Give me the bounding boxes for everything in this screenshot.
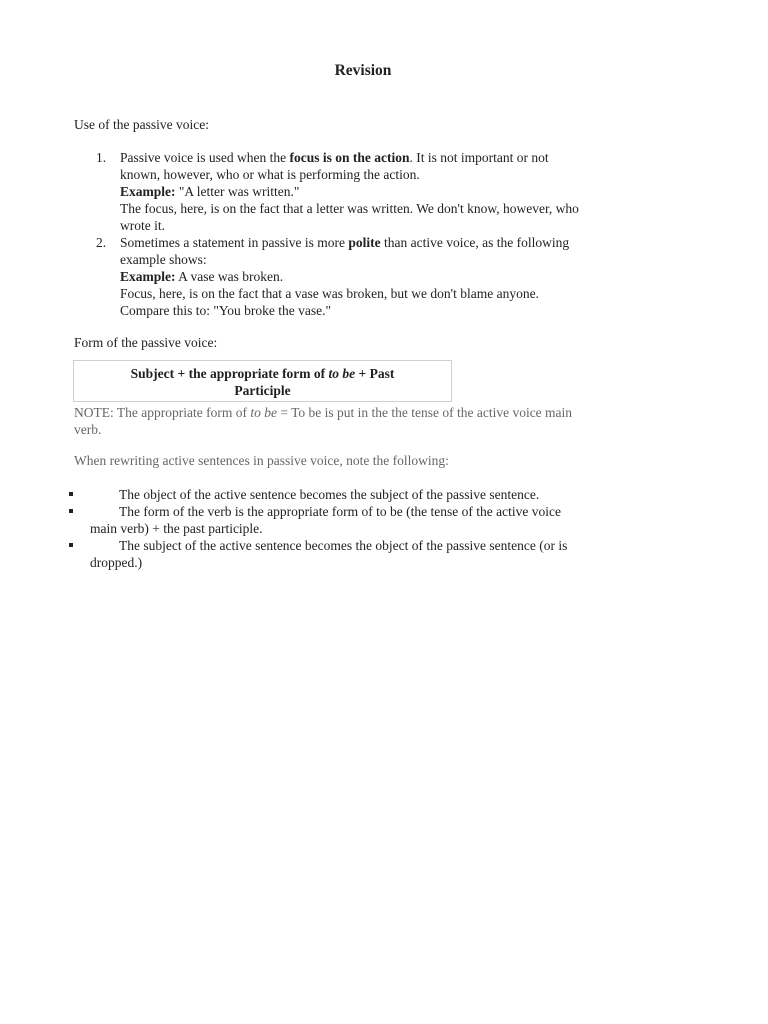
square-bullet-icon bbox=[69, 509, 73, 513]
text: Subject + the appropriate form of bbox=[130, 366, 329, 381]
example-text: "A letter was written." bbox=[175, 184, 300, 199]
item-line bbox=[120, 234, 656, 251]
text: NOTE: The appropriate form of bbox=[74, 405, 251, 420]
list-item bbox=[67, 503, 647, 537]
text: The form of the verb is the appropriate form of to be (the tense of the active voice bbox=[119, 504, 561, 519]
rewrite-heading: When rewriting active sentences in passive voice, note the following: bbox=[74, 453, 449, 468]
list-item bbox=[96, 149, 656, 234]
square-bullet-icon bbox=[69, 543, 73, 547]
note-paragraph bbox=[74, 404, 664, 438]
italic-text: to be bbox=[328, 366, 356, 381]
bold-text: polite bbox=[348, 235, 381, 250]
list-item bbox=[67, 537, 647, 571]
formula-line bbox=[74, 365, 451, 382]
text: Passive voice is used when the bbox=[120, 150, 290, 165]
item-line: Focus, here, is on the fact that a vase was broken, but we don't blame anyone. bbox=[120, 286, 539, 301]
square-bullet-icon bbox=[69, 492, 73, 496]
item-line: known, however, who or what is performing the action. bbox=[120, 167, 420, 182]
bullet-line: main verb) + the past participle. bbox=[90, 521, 263, 536]
use-heading: Use of the passive voice: bbox=[74, 117, 209, 132]
bullet-line bbox=[90, 537, 647, 554]
page-title: Revision bbox=[334, 62, 392, 79]
formula-box bbox=[73, 360, 452, 402]
example-label: Example: bbox=[120, 184, 176, 199]
example-line bbox=[120, 183, 656, 200]
text: than active voice, as the following bbox=[380, 235, 570, 250]
item-line: wrote it. bbox=[120, 218, 165, 233]
list-number: 1. bbox=[96, 150, 107, 165]
text: The object of the active sentence becomes the subject of the passive sentence. bbox=[119, 487, 540, 502]
item-line bbox=[120, 149, 656, 166]
bold-text: focus is on the action bbox=[289, 150, 410, 165]
use-list bbox=[96, 149, 656, 319]
text: verb. bbox=[74, 422, 102, 437]
rewrite-list bbox=[67, 486, 647, 571]
example-text: A vase was broken. bbox=[175, 269, 284, 284]
item-line: The focus, here, is on the fact that a letter was written. We don't know, however, who bbox=[120, 201, 579, 216]
bullet-line bbox=[90, 486, 647, 503]
item-line: Compare this to: "You broke the vase." bbox=[120, 303, 332, 318]
italic-text: to be bbox=[250, 405, 277, 420]
text: The subject of the active sentence becomes the object of the passive sentence (or is bbox=[119, 538, 568, 553]
list-number: 2. bbox=[96, 235, 107, 250]
text: Sometimes a statement in passive is more bbox=[120, 235, 349, 250]
example-line bbox=[120, 268, 656, 285]
text: + Past bbox=[355, 366, 395, 381]
formula-line: Participle bbox=[234, 383, 291, 398]
text: . It is not important or not bbox=[409, 150, 549, 165]
bullet-line bbox=[90, 503, 647, 520]
bullet-line: dropped.) bbox=[90, 555, 143, 570]
text: = To be is put in the the tense of the active voice main bbox=[276, 405, 573, 420]
list-item bbox=[67, 486, 647, 503]
form-heading: Form of the passive voice: bbox=[74, 335, 218, 350]
list-item bbox=[96, 234, 656, 319]
item-line: example shows: bbox=[120, 252, 207, 267]
example-label: Example: bbox=[120, 269, 176, 284]
